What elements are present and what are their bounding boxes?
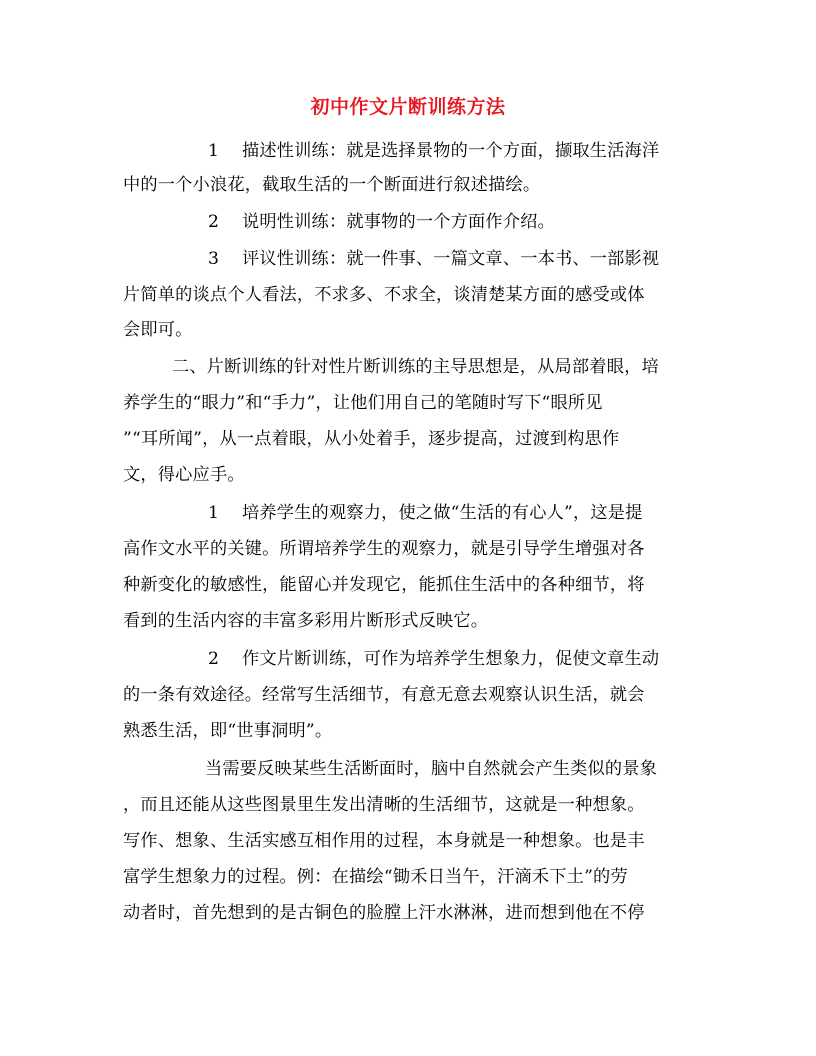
page-title: 初中作文片断训练方法 xyxy=(310,96,506,118)
list-number: 1 xyxy=(208,141,220,161)
paragraph-line: 二、片断训练的针对性片断训练的主导思想是，从局部着眼，培 xyxy=(172,357,659,377)
line-text: 评议性训练：就一件事、一篇文章、一本书、一部影视 xyxy=(242,249,660,269)
list-number: 2 xyxy=(208,212,220,232)
list-number: 1 xyxy=(208,503,220,523)
paragraph-line: ”“耳所闻”，从一点着眼，从小处着手，逐步提高，过渡到构思作 xyxy=(123,429,620,449)
paragraph-line xyxy=(208,647,659,671)
paragraph-line: 写作、想象、生活实感互相作用的过程，本身就是一种想象。也是丰 xyxy=(123,831,645,851)
paragraph-line: 看到的生活内容的丰富多彩用片断形式反映它。 xyxy=(123,611,489,631)
list-number: 3 xyxy=(208,249,220,269)
paragraph-line xyxy=(208,139,659,163)
paragraph-line: 动者时，首先想到的是古铜色的脸膛上汗水淋淋，进而想到他在不停 xyxy=(123,903,645,923)
paragraph-line: 文，得心应手。 xyxy=(123,465,245,485)
line-text: 说明性训练：就事物的一个方面作介绍。 xyxy=(242,212,555,232)
paragraph-line: 中的一个小浪花，截取生活的一个断面进行叙述描绘。 xyxy=(123,175,541,195)
paragraph-line: 富学生想象力的过程。例：在描绘“锄禾日当午，汗滴禾下土”的劳 xyxy=(123,867,628,887)
line-text: 描述性训练：就是选择景物的一个方面，撷取生活海洋 xyxy=(242,141,660,161)
paragraph-line: 当需要反映某些生活断面时，脑中自然就会产生类似的景象 xyxy=(205,759,658,779)
paragraph-line xyxy=(208,501,643,525)
paragraph-line: 种新变化的敏感性，能留心并发现它，能抓住生活中的各种细节，将 xyxy=(123,575,645,595)
paragraph-line: 养学生的“眼力”和“手力”，让他们用自己的笔随时写下“眼所见 xyxy=(123,393,603,413)
paragraph-line: 片简单的谈点个人看法，不求多、不求全，谈清楚某方面的感受或体 xyxy=(123,285,645,305)
paragraph-line: 高作文水平的关键。所谓培养学生的观察力，就是引导学生增强对各 xyxy=(123,539,645,559)
paragraph-line: 的一条有效途径。经常写生活细节，有意无意去观察认识生活，就会 xyxy=(123,685,645,705)
list-number: 2 xyxy=(208,649,220,669)
paragraph-line: 熟悉生活，即“世事洞明”。 xyxy=(123,721,333,741)
paragraph-line: 会即可。 xyxy=(123,320,193,340)
line-text: 作文片断训练，可作为培养学生想象力，促使文章生动 xyxy=(242,649,660,669)
paragraph-line: ，而且还能从这些图景里生发出清晰的生活细节，这就是一种想象。 xyxy=(123,795,645,815)
paragraph-line xyxy=(208,210,555,234)
paragraph-line xyxy=(208,247,659,271)
line-text: 培养学生的观察力，使之做“生活的有心人”，这是提 xyxy=(242,503,643,523)
